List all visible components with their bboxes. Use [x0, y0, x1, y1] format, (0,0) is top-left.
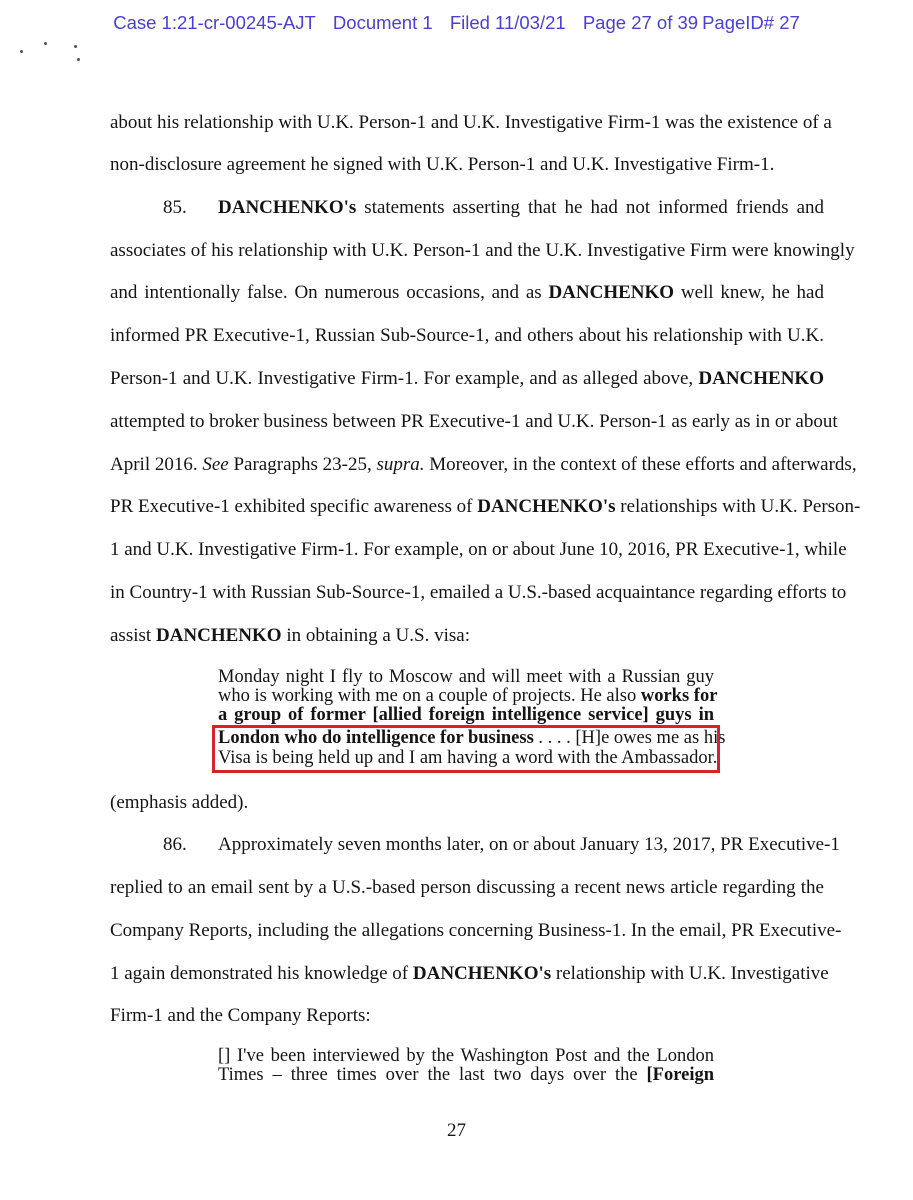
body-line: in Country-1 with Russian Sub-Source-1, emailed a U.S.-based acquaintance regarding efforts to: [110, 582, 847, 603]
quote-line: Times – three times over the last two days over the [Foreign: [218, 1065, 714, 1085]
body-line: Company Reports, including the allegations concerning Business-1. In the email, PR Executive-: [110, 920, 842, 941]
document-number: Document 1: [332, 12, 433, 33]
body-line: 1 again demonstrated his knowledge of DANCHENKO's relationship with U.K. Investigative: [110, 963, 829, 984]
body-line: associates of his relationship with U.K. Person-1 and the U.K. Investigative Firm were knowingly: [110, 240, 855, 261]
body-line: non-disclosure agreement he signed with U.K. Person-1 and U.K. Investigative Firm-1.: [110, 154, 775, 175]
body-line: assist DANCHENKO in obtaining a U.S. visa:: [110, 625, 470, 646]
quote-line: a group of former [allied foreign intelligence service] guys in: [218, 705, 714, 725]
ecf-header: [0, 12, 913, 34]
scan-speck: [20, 50, 23, 53]
page-number: 27: [447, 1120, 466, 1141]
quote-line: who is working with me on a couple of projects. He also works for: [218, 686, 718, 706]
body-line: informed PR Executive-1, Russian Sub-Source-1, and others about his relationship with U.K.: [110, 325, 824, 346]
body-line: attempted to broker business between PR Executive-1 and U.K. Person-1 as early as in or about: [110, 411, 838, 432]
scan-speck: [74, 45, 77, 48]
body-line: Person-1 and U.K. Investigative Firm-1. For example, and as alleged above, DANCHENKO: [110, 368, 824, 389]
quote-line: Visa is being held up and I am having a word with the Ambassador.: [218, 748, 718, 768]
body-line: Approximately seven months later, on or about January 13, 2017, PR Executive-1: [218, 834, 840, 855]
case-number: Case 1:21-cr-00245-AJT: [113, 12, 316, 33]
paragraph-number: 85.: [163, 197, 187, 218]
body-line: Firm-1 and the Company Reports:: [110, 1005, 371, 1026]
filed-date: Filed 11/03/21: [449, 12, 566, 33]
body-line: DANCHENKO's statements asserting that he had not informed friends and: [218, 197, 824, 218]
body-line: PR Executive-1 exhibited specific awareness of DANCHENKO's relationships with U.K. Person-: [110, 496, 861, 517]
page-id: PageID# 27: [702, 12, 800, 33]
body-line: and intentionally false. On numerous occasions, and as DANCHENKO well knew, he had: [110, 282, 824, 303]
page-count: Page 27 of 39: [582, 12, 699, 33]
scan-speck: [77, 58, 80, 61]
quote-line: Monday night I fly to Moscow and will meet with a Russian guy: [218, 667, 714, 687]
highlight-box: [212, 725, 726, 773]
body-line: April 2016. See Paragraphs 23-25, supra. Moreover, in the context of these efforts and afterwards,: [110, 454, 857, 475]
emphasis-note: (emphasis added).: [110, 792, 249, 813]
body-line: replied to an email sent by a U.S.-based person discussing a recent news article regarding the: [110, 877, 824, 898]
body-line: about his relationship with U.K. Person-1 and U.K. Investigative Firm-1 was the existence of a: [110, 112, 832, 133]
quote-line: London who do intelligence for business . . . . [H]e owes me as his: [218, 728, 726, 748]
paragraph-number: 86.: [163, 834, 187, 855]
body-line: 1 and U.K. Investigative Firm-1. For example, on or about June 10, 2016, PR Executive-1, while: [110, 539, 847, 560]
quote-line: [] I've been interviewed by the Washington Post and the London: [218, 1046, 714, 1066]
scan-speck: [44, 42, 47, 45]
